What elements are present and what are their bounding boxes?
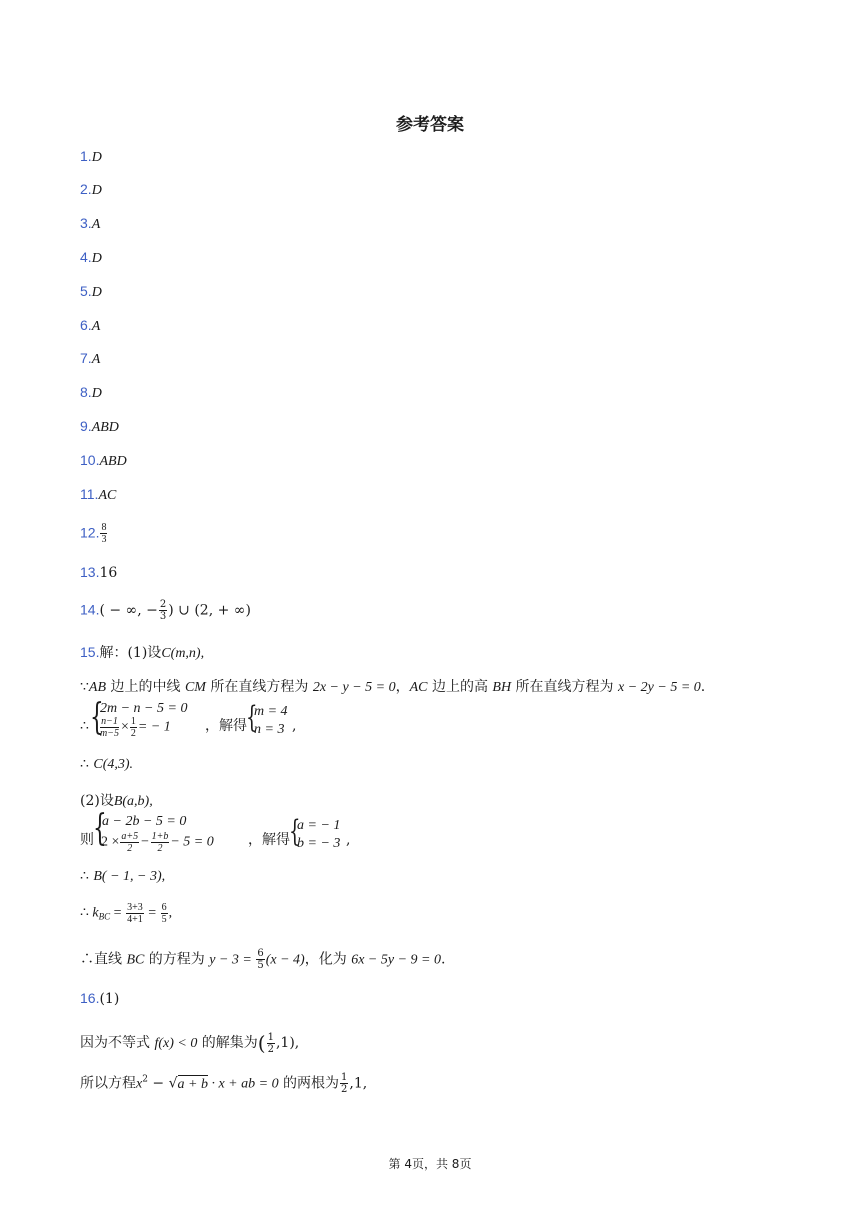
system2-row1: a − 2b − 5 = 0 (102, 814, 187, 829)
answer-6 (80, 317, 100, 335)
answer-number: 7. (80, 350, 92, 366)
system2-row2: 2 × $\frac{a+5}{2}$ − $\frac{1+b}{2}$ − 5 = 0 (101, 831, 214, 854)
answer-value: D (91, 386, 102, 401)
q15-intro: 15.解：(1)设C(m,n), (80, 644, 205, 661)
answer-number: 8. (80, 384, 92, 400)
answer-number: 14. (80, 601, 100, 618)
answer-number: 1. (80, 148, 92, 164)
fraction: $\frac{2}{3}$ (159, 599, 167, 622)
answer-number: 3. (80, 215, 92, 231)
answer-12 (80, 522, 108, 545)
answer-number: 4. (80, 249, 92, 265)
q15-therefore: ∴ (80, 718, 89, 734)
answer-2 (80, 181, 102, 199)
answer-7 (80, 350, 100, 368)
answer-value: ABD (91, 420, 119, 435)
answer-4 (80, 249, 102, 267)
answer-number: 6. (80, 317, 92, 333)
answer-value: AC (98, 488, 117, 503)
answer-value: 16 (99, 565, 118, 581)
brace: { (289, 814, 301, 849)
solution-m: m = 4 (254, 704, 288, 719)
answer-value: D (91, 183, 102, 198)
answer-number: 13. (80, 564, 100, 580)
answer-number: 11. (80, 486, 99, 502)
system1-row1: 2m − n − 5 = 0 (100, 701, 188, 716)
answer-5 (80, 283, 102, 301)
answer-9 (80, 418, 119, 436)
q15-b-result: ∴ B( − 1, − 3), (80, 868, 166, 884)
solution-n: n = 3 (254, 722, 285, 737)
q15-slope: ∴ $k_{BC}$ = $\frac{3+3}{4+1}$ = $\frac{6}{5}$ , (80, 902, 173, 925)
answer-13 (80, 564, 117, 581)
q16-line2: 所以方程$x^2 - √a + b \cdot x$ + ab = 0 的两根为 $\frac{1}{2}$ ,1, (80, 1072, 368, 1095)
q15-part2: (2)设B(a,b), (80, 793, 153, 809)
q15-given-lines: ∵AB 边上的中线 CM 所在直线方程为 2x − y − 5 = 0，AC 边上的高 BH 所在直线方程为 x − 2y − 5 = 0. (80, 679, 706, 695)
answer-10 (80, 452, 127, 470)
answer-number: 10. (80, 452, 100, 468)
answer-value: A (91, 319, 101, 334)
q16-line1: 因为不等式 f(x) < 0 的解集为( $\frac{1}{2}$ ,1), (80, 1031, 300, 1055)
solve-label: ，解得 (248, 832, 290, 848)
answer-1 (80, 148, 102, 166)
answer-8 (80, 384, 102, 402)
answer-value: D (91, 285, 102, 300)
fraction: $\frac{8}{3}$ (101, 522, 107, 545)
answer-number: 16. (80, 990, 100, 1006)
page-footer: 第 4页，共 8页 (388, 1157, 472, 1171)
answer-number: 12. (80, 524, 100, 541)
solve-label: ，解得 (205, 718, 247, 734)
answer-11 (80, 486, 116, 504)
solution-b: b = − 3 (297, 836, 341, 851)
answer-value: A (91, 352, 101, 367)
brace: { (90, 697, 104, 738)
answer-number: 2. (80, 181, 92, 197)
answer-value: D (91, 150, 102, 165)
answer-number: 15. (80, 644, 100, 660)
answer-value: A (91, 217, 101, 232)
system1-row2: $\frac{n-1}{m-5}$ × $\frac{1}{2}$ = − 1 (100, 716, 171, 739)
q15-line-bc: ∴直线 BC 的方程为 y − 3 = $\frac{6}{5}$ (x − 4)，化为 6x − 5y − 9 = 0. (80, 948, 446, 971)
q15-c-result: ∴ C(4,3). (80, 756, 134, 772)
q16-header: 16.(1) (80, 990, 120, 1007)
brace: { (246, 700, 258, 735)
answer-value: ABD (99, 454, 127, 469)
answer-value: D (91, 251, 102, 266)
answer-number: 5. (80, 283, 92, 299)
answer-14: 14.( − ∞, − $\frac{2}{3}$ ) ∪ (2, + ∞) (80, 599, 251, 622)
brace: { (93, 808, 107, 849)
page-title: 参考答案 (396, 115, 464, 135)
answer-3 (80, 215, 100, 233)
answer-number: 9. (80, 418, 92, 434)
solution-a: a = − 1 (297, 818, 341, 833)
